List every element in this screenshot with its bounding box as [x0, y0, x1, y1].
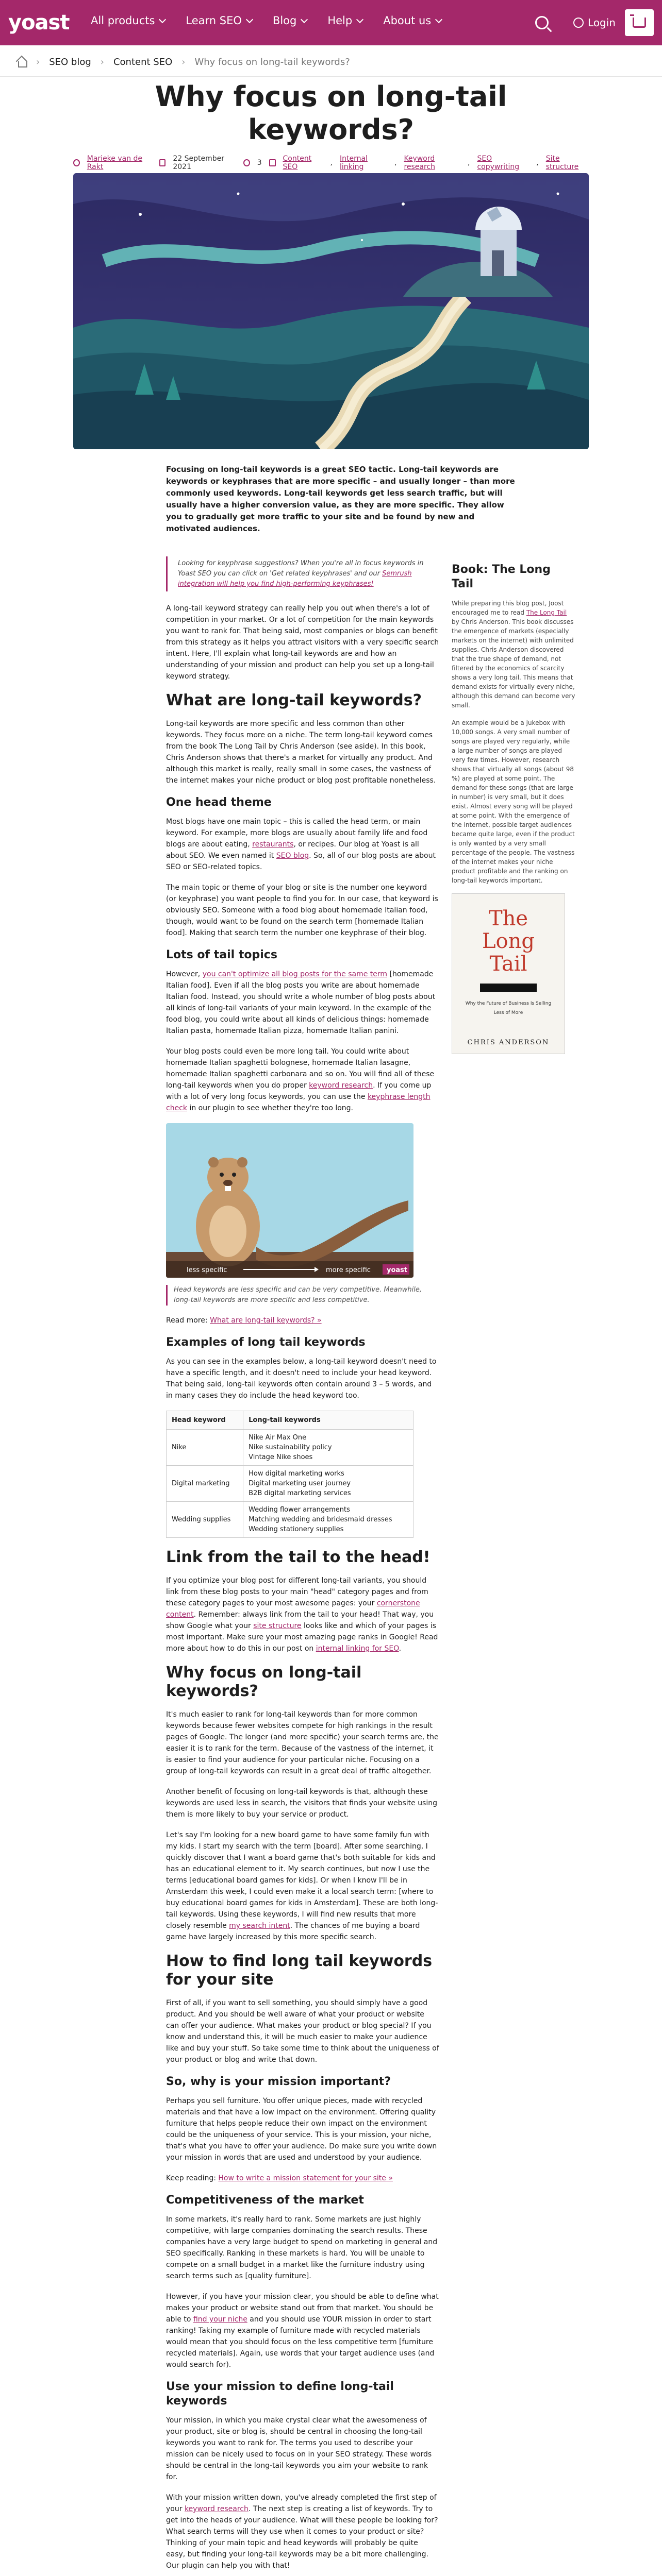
- paragraph: It's much easier to rank for long-tail keywords than for more common keywords because fewer websites compete for high rankings in the result pages of Google. The longer (and more specific) your search terms are, the easier it is to rank for the term. Because of the vastness of the internet, it is easier to find your audience for your particular niche. Focusing on a group of long-tail keywords can result in a great deal of traffic altogether.: [166, 1710, 439, 1775]
- sidebar-title: Book: The Long Tail: [452, 563, 551, 590]
- paragraph: A long-tail keyword strategy can really help you out when there's a lot of competition in your market. Or a lot of competition for the main keywords you want to rank for. That being said, most companies or blogs can benefit from this strategy as it helps you attract visitors with a very specific search intent. Here, I'll explain what long-tail keywords are and how an understanding of your mission and product can help you set up a long-tail keyword strategy.: [166, 604, 439, 681]
- table-row: [167, 1466, 413, 1502]
- tag-internal-linking[interactable]: Internal linking: [339, 155, 368, 171]
- heading-what-are-long-tail: What are long-tail keywords?: [166, 691, 422, 709]
- paragraph: With your mission written down, you've already completed the first step of your keyword research. The next step is creating a list of keywords. Try to get into the heads of your audience. What will these people be looking for? What search terms will they use when it comes to your product or site? Thinking of your main topic and head keywords will probably be quite easy, but finding your long-tail keywords may be a bit more challenging. Our plugin can help you with that!: [166, 2494, 438, 2570]
- nav-actions: [535, 9, 654, 36]
- paragraph: However, if you have your mission clear, you should be able to define what makes your product or website stand out from that market. You should be able to find your niche and you should use YOUR mission in order to start ranking! Taking my example of furniture made with recycled materials would mean that you should focus on the less competitive term [furniture recycled materials]. Again, use words that your target audience uses (and would search for).: [166, 2293, 439, 2369]
- search-icon[interactable]: [535, 16, 549, 29]
- restaurants-link[interactable]: restaurants: [252, 840, 294, 849]
- nav-item-learn-seo[interactable]: Learn SEO: [186, 14, 252, 27]
- heading-mission: So, why is your mission important?: [166, 2075, 391, 2088]
- site-structure-link[interactable]: site structure: [253, 1622, 302, 1630]
- long-tail-cell: How digital marketing works Digital marketing user journey B2B digital marketing services: [243, 1466, 413, 1502]
- paragraph: The main topic or theme of your blog or site is the number one keyword (or keyphrase) you want people to find you for. In our case, that keyword is obviously SEO. Someone with a food blog about homemade Italian food, though, would want to be found on the search term [homemade Italian food]. Making that search term the number one keyphrase of their blog.: [166, 884, 438, 937]
- keyword-examples-table: [166, 1411, 413, 1538]
- table-header: Head keyword: [167, 1411, 243, 1430]
- paragraph: First of all, if you want to sell something, you should simply have a good product. And you should be well aware of what your product or website can offer your audience. What makes your product or blog special? If you know and understand this, it will be much easier to make your audience like and buy your stuff. So take some time to think about the uniqueness of your product or blog and write that down.: [166, 1999, 439, 2064]
- tag-site-structure[interactable]: Site structure: [545, 155, 579, 171]
- post-meta: Marieke van de Rakt 22 September 2021 3 Content SEO , Internal linking , Keyword research , SEO copywriting , Site structure: [73, 155, 589, 171]
- tag-icon: [269, 159, 276, 166]
- read-more: Read more: What are long-tail keywords? »: [166, 1316, 322, 1325]
- long-tail-cell: Nike Air Max One Nike sustainability policy Vintage Nike shoes: [243, 1430, 413, 1466]
- breadcrumb-separator: ›: [100, 56, 104, 67]
- semrush-link[interactable]: Semrush integration will help you find high-performing keyphrases!: [178, 570, 412, 588]
- heading-why-focus: Why focus on long-tail keywords?: [166, 1664, 362, 1700]
- comment-icon: [243, 159, 250, 166]
- table-row: [167, 1502, 413, 1538]
- nav-item-all-products[interactable]: All products: [91, 14, 165, 27]
- nav-item-help[interactable]: Help: [327, 14, 362, 27]
- sidebar-paragraph: While preparing this blog post, Joost encouraged me to read The Long Tail by Chris Anderson. This book discusses the emergence of markets (especially markets on the internet) with unlimited supplies. Chris Anderson discovered that the true shape of demand, not filtered by the economics of scarcity shows a very long tail. This means that demand exists for virtually every niche, although this demand can become very small.: [452, 600, 575, 709]
- author-link[interactable]: Marieke van de Rakt: [87, 155, 143, 171]
- heading-use-mission: Use your mission to define long-tail keywords: [166, 2380, 394, 2408]
- book-subtitle: Why the Future of Business Is Selling Less of More: [465, 1001, 552, 1015]
- book-author: CHRIS ANDERSON: [467, 1039, 550, 1046]
- login-link[interactable]: Login: [573, 16, 616, 29]
- keep-reading: Keep reading: How to write a mission statement for your site »: [166, 2174, 393, 2182]
- cornerstone-link[interactable]: cornerstone content: [166, 1599, 420, 1619]
- find-your-niche-link[interactable]: find your niche: [193, 2315, 247, 2324]
- main-menu: [91, 14, 441, 27]
- tag-seo-copywriting[interactable]: SEO copywriting: [477, 155, 520, 171]
- heading-how-to-find: How to find long tail keywords for your site: [166, 1952, 433, 1989]
- nav-item-blog[interactable]: Blog: [273, 14, 307, 27]
- breadcrumb-current: Why focus on long-tail keywords?: [194, 56, 350, 67]
- author-icon: [73, 159, 80, 166]
- paragraph: Long-tail keywords are more specific and less common than other keywords. They focus more on a niche. The term long-tail keyword comes from the book The Long Tail by Chris Anderson (see aside). In this book, Chris Anderson shows that there's a market for virtually any product. And although this market is really, really small in some cases, the vastness of the internet makes your niche product or blog post profitable nonetheless.: [166, 720, 436, 785]
- yoast-logo[interactable]: [8, 8, 69, 37]
- paragraph: However, you can't optimize all blog posts for the same term [homemade Italian food]. Even if all the blog posts you write are about homemade Italian food. Instead, you should write a whole number of blog posts about all kinds of long-tail variants of your main keyword. In the example of the food blog, you could write about all kinds of delicious things: homemade Italian pasta, homemade Italian pizza, homemade Italian panini.: [166, 970, 436, 1035]
- home-icon[interactable]: [16, 57, 27, 66]
- book-title: The Long Tail: [482, 907, 535, 976]
- book-cover-bar: [480, 984, 537, 992]
- breadcrumb-separator: ›: [36, 56, 40, 67]
- heading-lots-of-tail-topics: Lots of tail topics: [166, 948, 277, 961]
- image-caption: Head keywords are less specific and can be very competitive. Meanwhile, long-tail keywords are more specific and less competitive.: [166, 1285, 439, 1306]
- internal-linking-link[interactable]: internal linking for SEO: [316, 1645, 399, 1653]
- user-icon: [573, 18, 584, 28]
- paragraph: Another benefit of focusing on long-tail keywords is that, although these keywords are used less in search, the visitors that finds your website using them is more likely to buy your service or product.: [166, 1788, 438, 1819]
- mission-statement-link[interactable]: How to write a mission statement for your site »: [218, 2174, 393, 2182]
- nav-item-about-us[interactable]: About us: [383, 14, 441, 27]
- comment-count[interactable]: 3: [257, 159, 262, 167]
- table-header: Long-tail keywords: [243, 1411, 413, 1430]
- long-tail-cell: Wedding flower arrangements Matching wedding and bridesmaid dresses Wedding stationery supplies: [243, 1502, 413, 1538]
- breadcrumb: [16, 52, 350, 72]
- chevron-down-icon: [246, 15, 253, 23]
- article-intro: Focusing on long-tail keywords is a great SEO tactic. Long-tail keywords are keywords or keyphrases that are more specific – and usually longer – than more commonly used keywords. Long-tail keywords get less search traffic, but will usually have a higher conversion value, as they are more specific. They allow you to gradually get more traffic to your site and be found by new and motivated audiences.: [166, 465, 515, 533]
- book-sidebar: [452, 563, 575, 1054]
- paragraph: Your blog posts could even be more long tail. You could write about homemade Italian spaghetti bolognese, homemade Italian lasagne, homemade Italian spaghetti carbonara and so on. You will find all of these long-tail keywords when you do proper keyword research. If you come up with a lot of very long focus keywords, you can use the keyphrase length check in our plugin to see whether they're too long.: [166, 1047, 435, 1112]
- table-row: [167, 1430, 413, 1466]
- page-title: Why focus on long-tail keywords?: [155, 80, 507, 146]
- divider: [0, 76, 662, 77]
- head-keyword-cell: Nike: [167, 1430, 243, 1466]
- breadcrumb-content-seo[interactable]: Content SEO: [113, 56, 173, 67]
- keyword-research-link-2[interactable]: keyword research: [184, 2505, 249, 2513]
- top-nav: [0, 0, 662, 45]
- head-keyword-cell: Digital marketing: [167, 1466, 243, 1502]
- calendar-icon: [159, 159, 166, 166]
- logo-text: yoast: [8, 11, 70, 35]
- long-tail-book-link[interactable]: The Long Tail: [526, 609, 567, 616]
- paragraph: Let's say I'm looking for a new board game to have some family fun with my kids. I start my search with the term [board]. After some searching, I quickly discover that I want a board game that's both suitable for kids and has an educational element to it. My search continues, but now I use the terms [educational board games for kids]. Or when I know I'll be in Amsterdam this week, I could even make it a local search term: [where to buy educational board games for kids in Amsterdam]. These are both long-tail keywords. Using these keywords, I will find new results that more closely resemble my search intent. The chances of me buying a board game have largely increased by this more specific search.: [166, 1831, 438, 1941]
- heading-one-head-theme: One head theme: [166, 796, 272, 809]
- less-specific-label: less specific: [187, 1266, 227, 1274]
- sidebar-paragraph: An example would be a jukebox with 10,000 songs. A very small number of songs are played very regularly, while a large number of songs are played very few times. However, research shows that virtually all songs (about 98 %) are played at some point. The demand for these songs (that are large in number) is very small, but it does exist. Almost every song will be played at some point. With the emergence of the internet, possible target audiences became quite large, even if the product is only wanted by a very small percentage of the people. The vastness of the internet makes your niche product profitable and the ranking on long-tail keywords important.: [452, 719, 575, 884]
- keyphrase-length-link[interactable]: keyphrase length check: [166, 1093, 431, 1112]
- read-more-link[interactable]: What are long-tail keywords? »: [210, 1316, 322, 1325]
- article-body: [166, 556, 439, 2576]
- heading-link-tail-to-head: Link from the tail to the head!: [166, 1548, 431, 1566]
- beaver-image: [166, 1123, 413, 1278]
- hero-illustration: [73, 173, 589, 449]
- search-intent-link[interactable]: my search intent: [229, 1922, 290, 1930]
- tag-keyword-research[interactable]: Keyword research: [404, 155, 436, 171]
- paragraph: As you can see in the examples below, a long-tail keyword doesn't need to have a specific length, and it doesn't need to include your head keyword. That being said, long-tail keywords often contain around 3 – 5 words, and in many cases they do include the head keyword too.: [166, 1358, 437, 1400]
- yoast-badge-text: yoast: [387, 1266, 408, 1274]
- paragraph: If you optimize your blog post for different long-tail variants, you should link from these blog posts to your main "head" category pages and from these category pages to your most awesome pages: your cornerstone content. Remember: always link from the tail to your head! That way, you show Google what your site structure looks like and which of your pages is most important. Make sure your most amazing page ranks in Google! Read more about how to do this in our post on internal linking for SEO.: [166, 1577, 438, 1653]
- chevron-down-icon: [356, 15, 363, 23]
- cart-icon: [633, 18, 646, 28]
- book-cover: [452, 893, 565, 1054]
- heading-competitiveness: Competitiveness of the market: [166, 2194, 364, 2207]
- seo-blog-link[interactable]: SEO blog: [276, 852, 309, 860]
- heading-examples: Examples of long tail keywords: [166, 1336, 366, 1349]
- more-specific-label: more specific: [326, 1266, 371, 1274]
- paragraph: Your mission, in which you make crystal clear what the awesomeness of your product, site or blog is, should be central in choosing the long-tail keywords you want to rank for. The terms you used to describe your mission can be nicely used to focus on in your SEO strategy. These words should be central in the long-tail keywords you aim your website to rank for.: [166, 2416, 432, 2481]
- paragraph: Perhaps you sell furniture. You offer unique pieces, made with recycled materials and that have a low impact on the environment. Offering quality furniture that helps people reduce their own impact on the environment could be the uniqueness of your service. This is your mission, your niche, that's what you have to offer your audience. Do make sure you write down your mission in words that are used and understood by your audience.: [166, 2097, 437, 2162]
- head-keyword-cell: Wedding supplies: [167, 1502, 243, 1538]
- paragraph: Most blogs have one main topic – this is called the head term, or main keyword. For example, more blogs are usually about family life and food blogs are about eating, restaurants, or recipes. Our blog at Yoast is all about SEO. We even named it SEO blog. So, all of our blog posts are about SEO or SEO-related topics.: [166, 818, 436, 871]
- keyword-research-link[interactable]: keyword research: [309, 1081, 373, 1090]
- chevron-down-icon: [301, 15, 308, 23]
- post-date: 22 September 2021: [173, 155, 225, 171]
- breadcrumb-seo-blog[interactable]: SEO blog: [49, 56, 91, 67]
- breadcrumb-separator: ›: [181, 56, 186, 67]
- paragraph: In some markets, it's really hard to rank. Some markets are just highly competitive, with large companies dominating the search results. These companies have a very large budget to spend on marketing in general and SEO specifically. Ranking in these markets is hard. You will be unable to compete on a small budget in a market like the furniture industry using search terms such as [quality furniture].: [166, 2215, 438, 2280]
- long-tail-illustration: [166, 1123, 413, 1278]
- chevron-down-icon: [435, 15, 442, 23]
- cart-button[interactable]: [625, 9, 654, 36]
- chevron-down-icon: [159, 15, 166, 23]
- tag-content-seo[interactable]: Content SEO: [283, 155, 312, 171]
- tip-note: Looking for keyphrase suggestions? When you're all in focus keywords in Yoast SEO you can click on 'Get related keyphrases' and our Semrush integration will help you find high-performing keyphrases!: [166, 556, 439, 591]
- optimize-same-term-link[interactable]: you can't optimize all blog posts for the same term: [202, 970, 388, 978]
